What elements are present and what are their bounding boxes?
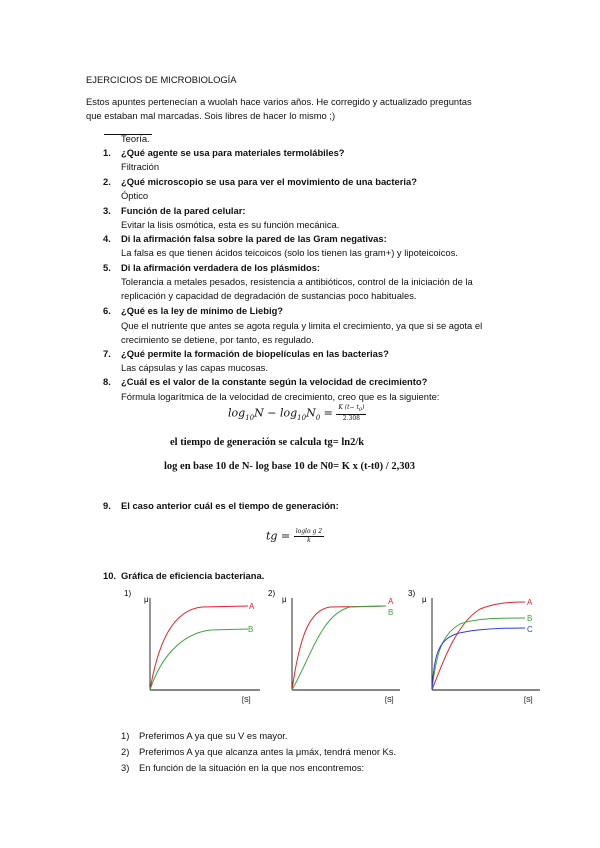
y-axis-label: μ bbox=[144, 595, 149, 604]
curve-a bbox=[150, 606, 248, 690]
conclusion-number: 1) bbox=[121, 730, 130, 741]
fraction-numerator: K (t− t bbox=[338, 404, 359, 411]
formula-sub: 10 bbox=[297, 413, 307, 422]
formula-log-growth bbox=[228, 404, 366, 423]
question-text: ¿Qué permite la formación de biopelículas en las bacterias? bbox=[121, 348, 389, 359]
question-text: ¿Qué microscopio se usa para ver el movimiento de una bacteria? bbox=[121, 176, 417, 187]
fraction-denominator: k bbox=[307, 537, 311, 544]
question-text: ¿Cuál es el valor de la constante según la velocidad de crecimiento? bbox=[121, 376, 428, 387]
curve-b-label: B bbox=[388, 608, 394, 617]
curve-b bbox=[432, 618, 525, 690]
question-number: 7. bbox=[103, 348, 111, 359]
graph-2 bbox=[268, 589, 400, 704]
question-number: 10. bbox=[103, 570, 117, 581]
question-text: Di la afirmación falsa sobre la pared de las Gram negativas: bbox=[121, 233, 387, 244]
answer-text: Fórmula logarítmica de la velocidad de crecimiento, creo que es la siguiente: bbox=[121, 391, 440, 402]
formula-tg bbox=[266, 528, 324, 545]
graph-1 bbox=[124, 589, 260, 704]
question-text: Di la afirmación verdadera de los plásmidos: bbox=[121, 262, 321, 273]
x-axis-label: [S] bbox=[524, 697, 533, 704]
graph-label: 2) bbox=[268, 589, 276, 598]
document-title: EJERCICIOS DE MICROBIOLOGÍA bbox=[86, 74, 237, 85]
question-number: 1. bbox=[103, 147, 111, 158]
intro-line-2: que estaban mal marcadas. Sois libres de hacer lo mismo ;) bbox=[86, 110, 336, 121]
formula-minus: − bbox=[267, 406, 277, 420]
answer-text: replicación y capacidad de degradación de sustancias poco habituales. bbox=[121, 290, 417, 301]
graph-label: 1) bbox=[124, 589, 132, 598]
curve-a bbox=[292, 606, 386, 690]
curve-a bbox=[432, 602, 525, 690]
answer-text: Filtración bbox=[121, 161, 160, 172]
question-number: 9. bbox=[103, 500, 111, 511]
question-text: Función de la pared celular: bbox=[121, 205, 246, 216]
conclusion-text: Preferimos A ya que alcanza antes la μmáx, tendrá menor Ks. bbox=[139, 746, 397, 757]
formula-n0: N bbox=[306, 406, 316, 420]
answer-text: Las cápsulas y las capas mucosas. bbox=[121, 362, 268, 373]
curve-c-label: C bbox=[527, 625, 533, 634]
efficiency-graphs bbox=[120, 584, 560, 708]
question-text: ¿Qué agente se usa para materiales termolábiles? bbox=[121, 147, 345, 158]
answer-text: Que el nutriente que antes se agota regula y limita el crecimiento, ya que si se agota el bbox=[121, 320, 483, 331]
curve-b-label: B bbox=[527, 614, 533, 623]
answer-text: crecimiento se detiene, por tanto, es regulado. bbox=[121, 334, 314, 345]
graph-label: 3) bbox=[408, 589, 416, 598]
question-text: El caso anterior cuál es el tiempo de generación: bbox=[121, 500, 339, 511]
formula-log-base: log en base 10 de N- log base 10 de N0= K x (t-t0) / 2,303 bbox=[164, 461, 415, 472]
conclusion-text: Preferimos A ya que su V es mayor. bbox=[139, 730, 288, 741]
formula-log: log bbox=[279, 406, 298, 420]
conclusion-text: En función de la situación en la que nos encontremos: bbox=[139, 762, 365, 773]
formula-tg-lhs: tg bbox=[266, 529, 278, 543]
curve-b bbox=[292, 606, 386, 690]
question-text: Gráfica de eficiencia bacteriana. bbox=[121, 570, 265, 581]
formula-equals: = bbox=[323, 406, 333, 420]
x-axis-label: [S] bbox=[385, 697, 394, 704]
formula-log: log bbox=[228, 406, 246, 420]
fraction-denominator: 2.308 bbox=[342, 415, 360, 423]
curve-a-label: A bbox=[249, 602, 255, 611]
fraction-numerator-sub: 0 bbox=[358, 407, 363, 414]
answer-text: Tolerancia a metales pesados, resistencia a antibióticos, control de la iniciación de la bbox=[121, 276, 473, 287]
curve-a-label: A bbox=[527, 598, 533, 607]
question-text: ¿Qué es la ley de mínimo de Liebig? bbox=[121, 305, 284, 316]
fraction-numerator-end: ) bbox=[362, 404, 365, 411]
formula-sub: 10 bbox=[245, 413, 255, 422]
formula-fraction bbox=[336, 404, 366, 423]
curve-b-label: B bbox=[248, 625, 254, 634]
answer-text: Evitar la lisis osmótica, esta es su función mecánica. bbox=[121, 219, 340, 230]
intro-line-1: Estos apuntes pertenecían a wuolah hace varios años. He corregido y actualizado preguntas bbox=[86, 96, 472, 107]
conclusion-number: 3) bbox=[121, 762, 130, 773]
formula-sub0: 0 bbox=[315, 413, 321, 422]
answer-text: La falsa es que tienen ácidos teicoicos (solo los tienen las gram+) y lipoteicoicos. bbox=[121, 247, 458, 258]
formula-fraction bbox=[294, 528, 324, 545]
y-axis-label: μ bbox=[422, 595, 427, 604]
question-number: 6. bbox=[103, 305, 111, 316]
x-axis-label: [S] bbox=[242, 697, 251, 704]
question-number: 4. bbox=[103, 233, 111, 244]
formula-equals: = bbox=[280, 529, 291, 543]
curve-a-label: A bbox=[388, 597, 394, 606]
question-number: 5. bbox=[103, 262, 111, 273]
fraction-numerator: loglo g 2 bbox=[295, 528, 323, 535]
question-number: 8. bbox=[103, 376, 111, 387]
question-number: 3. bbox=[103, 205, 111, 216]
question-number: 2. bbox=[103, 176, 111, 187]
formula-generation-time: el tiempo de generación se calcula tg= ln2/k bbox=[170, 437, 365, 448]
conclusion-number: 2) bbox=[121, 746, 130, 757]
answer-text: Óptico bbox=[121, 190, 149, 201]
y-axis-label: μ bbox=[282, 595, 287, 604]
formula-n: N bbox=[254, 406, 264, 420]
graph-3 bbox=[408, 589, 540, 704]
section-title: Teoría. bbox=[121, 133, 150, 144]
